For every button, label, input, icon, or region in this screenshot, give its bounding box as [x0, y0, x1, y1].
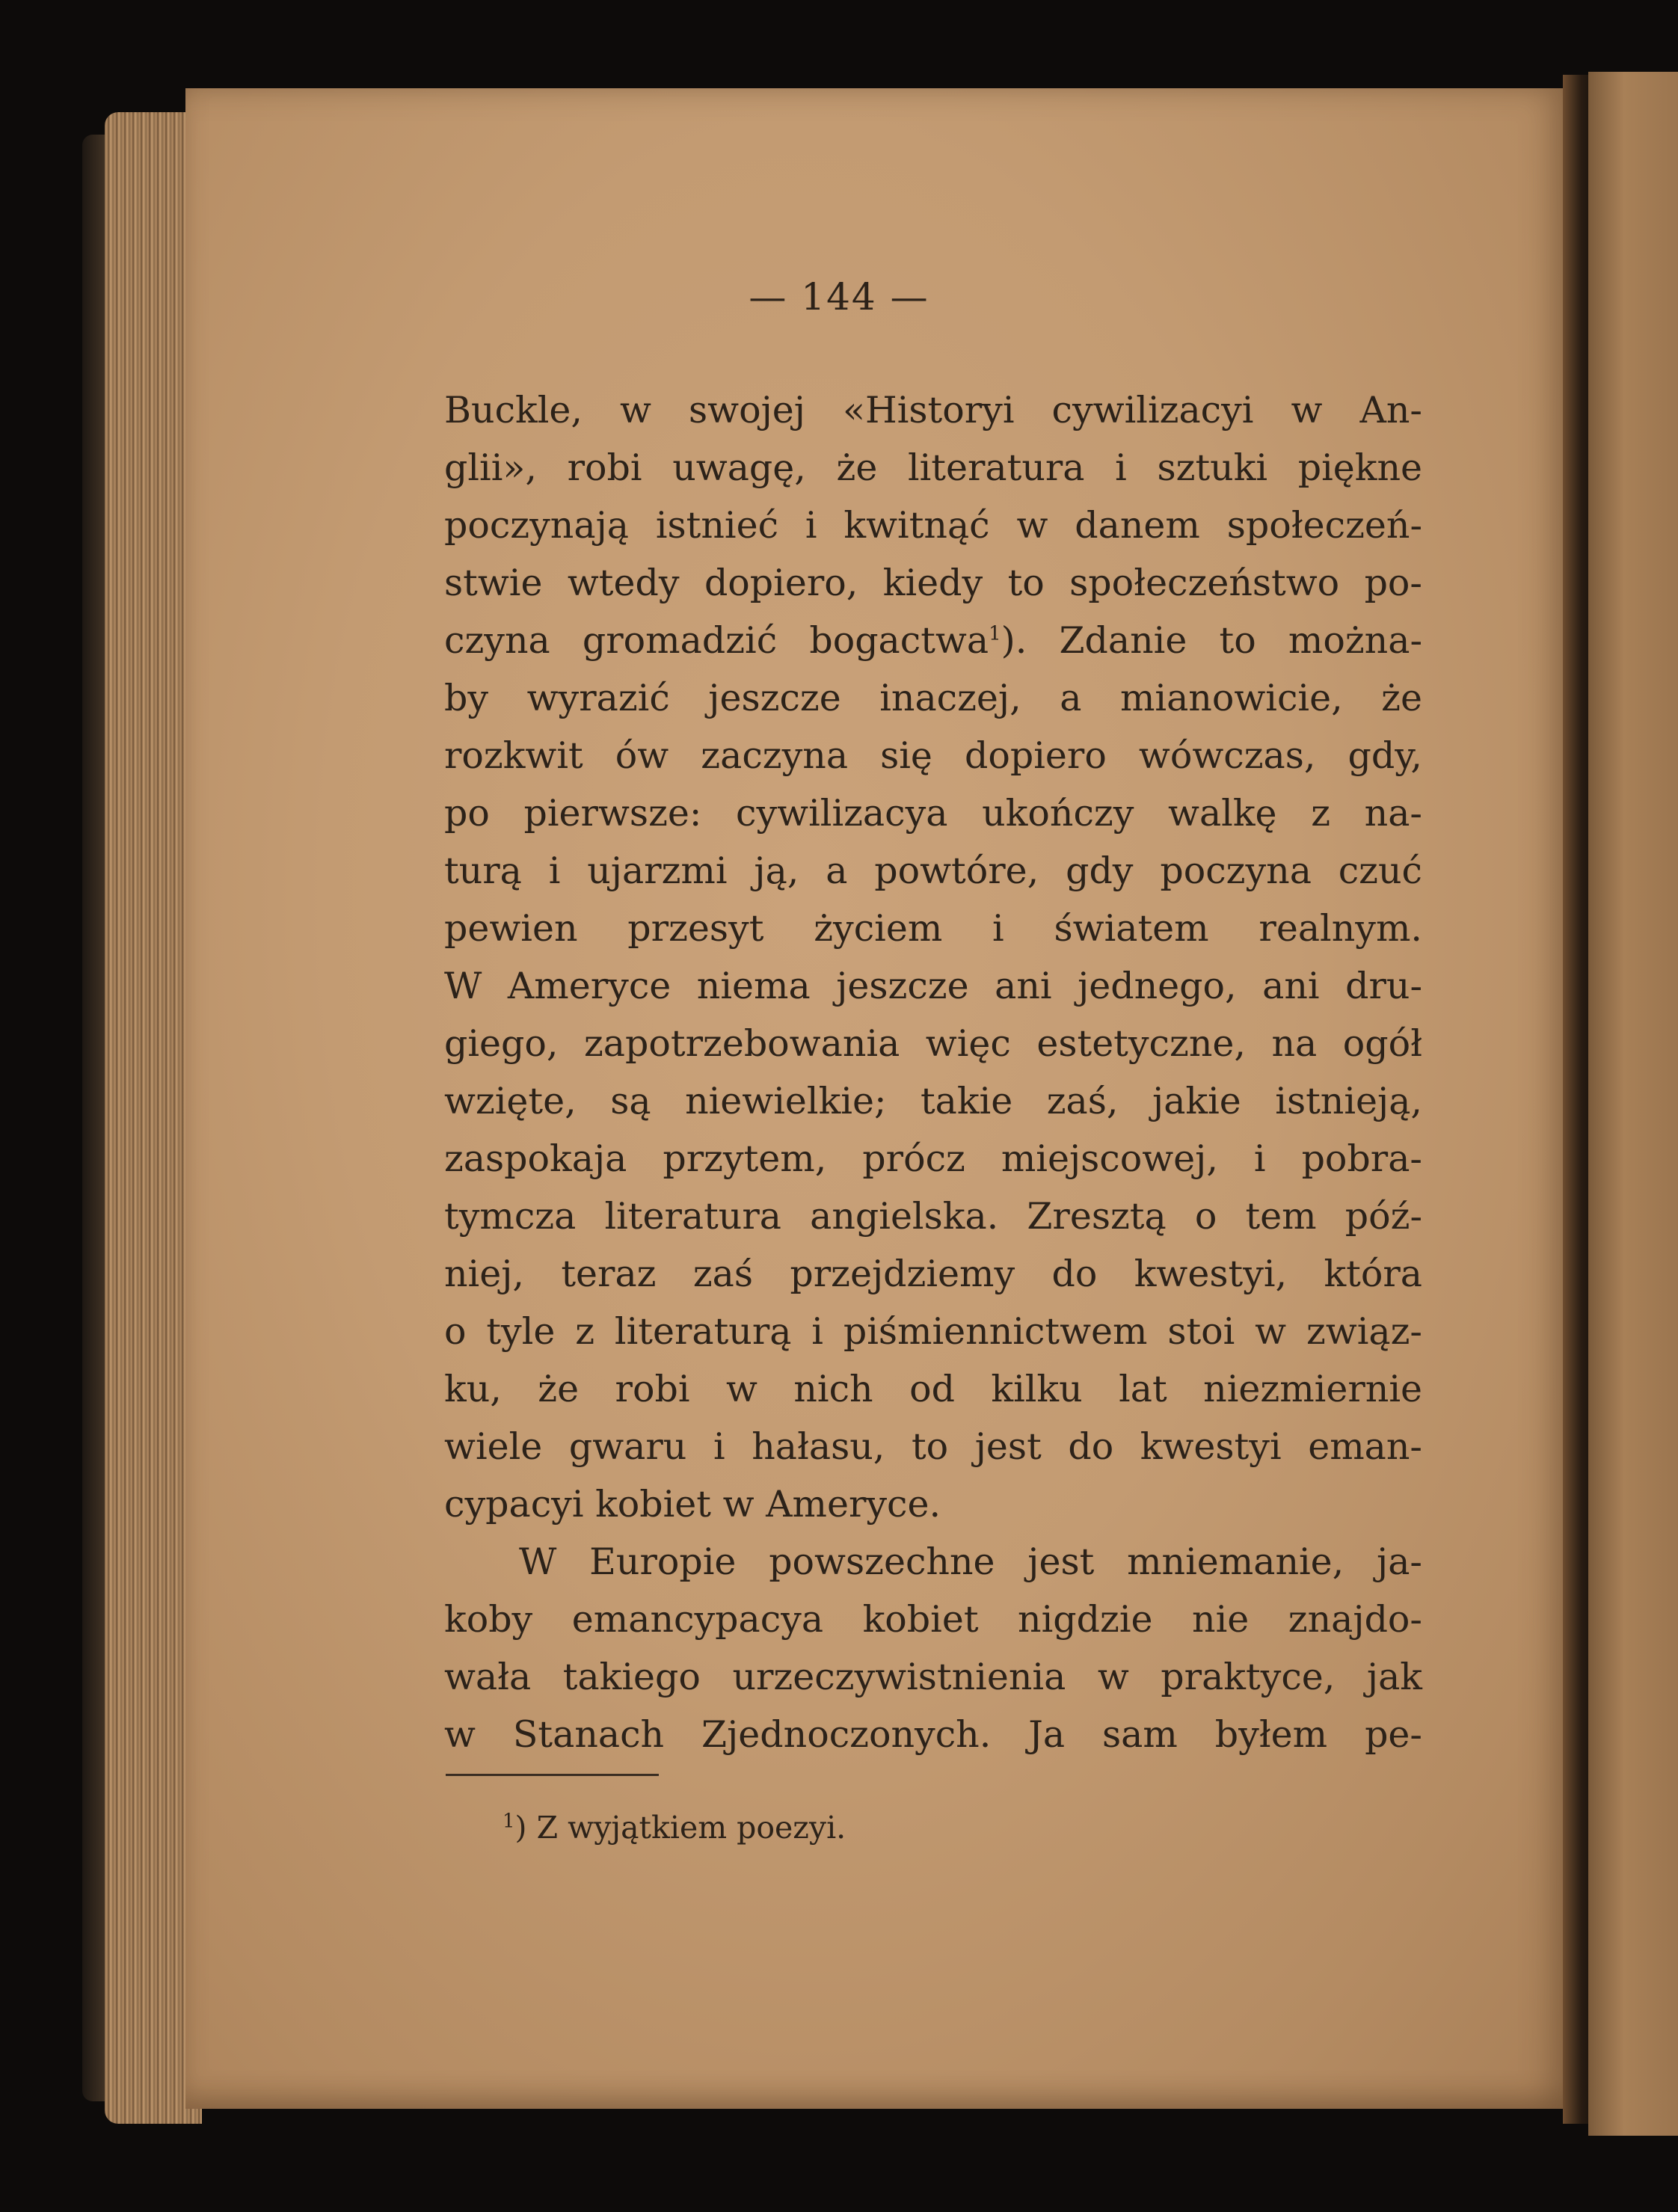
footnote-mark: 1: [503, 1810, 515, 1833]
text-line-5-end: ). Zdanie to można-: [1001, 619, 1422, 662]
text-line-17: o tyle z literaturą i piśmiennictwem stoi w związ-: [444, 1310, 1422, 1353]
text-line-11: W Ameryce niema jeszcze ani jednego, ani dru-: [444, 965, 1422, 1007]
text-line-15: tymcza literatura angielska. Zresztą o tem póź-: [444, 1195, 1422, 1238]
text-line-7: rozkwit ów zaczyna się dopiero wówczas, gdy,: [444, 734, 1422, 777]
text-line-6: by wyrazić jeszcze inaczej, a mianowicie, że: [444, 677, 1422, 719]
text-line-5-start: czyna gromadzić bogactwa: [444, 619, 989, 662]
text-line-4: stwie wtedy dopiero, kiedy to społeczeństwo po-: [444, 562, 1422, 604]
text-line-13: wzięte, są niewielkie; takie zaś, jakie istnieją,: [444, 1080, 1422, 1122]
footnote-reference: 1: [989, 622, 1001, 645]
text-line-8: po pierwsze: cywilizacya ukończy walkę z na-: [444, 792, 1422, 835]
text-line-10: pewien przesyt życiem i światem realnym.: [444, 907, 1422, 950]
footnote-rule: [446, 1774, 659, 1776]
text-line-24: w Stanach Zjednoczonych. Ja sam byłem pe-: [444, 1713, 1422, 1756]
text-line-2: glii», robi uwagę, że literatura i sztuki piękne: [444, 446, 1422, 489]
text-line-14: zaspokaja przytem, prócz miejscowej, i pobra-: [444, 1137, 1422, 1180]
text-line-20: cypacyi kobiet w Ameryce.: [444, 1483, 941, 1526]
page-number: — 144 —: [749, 275, 929, 319]
text-line-22: koby emancypacya kobiet nigdzie nie znajdo-: [444, 1598, 1422, 1641]
text-line-5: [444, 612, 1422, 669]
footnote: [503, 1805, 846, 1850]
text-line-9: turą i ujarzmi ją, a powtóre, gdy poczyna czuć: [444, 850, 1422, 892]
text-line-12: giego, zapotrzebowania więc estetyczne, na ogół: [444, 1022, 1422, 1065]
text-line-1: Buckle, w swojej «Historyi cywilizacyi w An-: [444, 389, 1422, 431]
text-line-16: niej, teraz zaś przejdziemy do kwestyi, która: [444, 1253, 1422, 1295]
text-line-23: wała takiego urzeczywistnienia w praktyce, jak: [444, 1656, 1422, 1698]
facing-page-edge: [1588, 72, 1678, 2136]
text-line-19: wiele gwaru i hałasu, to jest do kwestyi eman-: [444, 1425, 1422, 1468]
text-line-21: W Europie powszechne jest mniemanie, ja-: [519, 1540, 1422, 1583]
footnote-text: ) Z wyjątkiem poezyi.: [514, 1810, 846, 1846]
body-text: [444, 381, 1422, 1763]
text-line-3: poczynają istnieć i kwitnąć w danem społeczeń-: [444, 504, 1422, 547]
text-line-18: ku, że robi w nich od kilku lat niezmiernie: [444, 1368, 1422, 1410]
